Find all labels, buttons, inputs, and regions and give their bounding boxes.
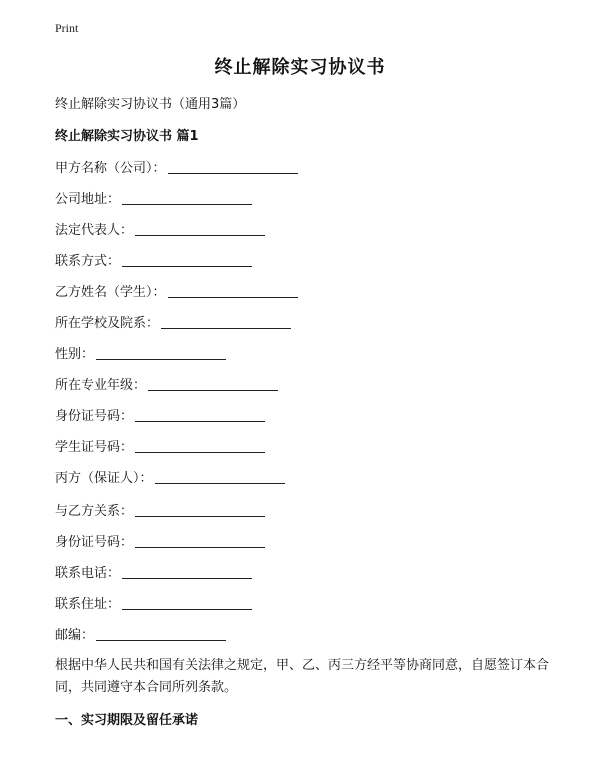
field-company-address xyxy=(55,187,252,207)
field-relation-to-party-b xyxy=(55,499,265,519)
fill-line[interactable] xyxy=(122,595,252,610)
field-party-a-name xyxy=(55,156,298,176)
print-link[interactable]: Print xyxy=(55,21,79,35)
fill-line[interactable] xyxy=(135,533,265,548)
field-label: 联系方式： xyxy=(55,254,121,269)
fill-line[interactable] xyxy=(96,345,226,360)
section-heading: 终止解除实习协议书 篇1 xyxy=(55,129,199,144)
agreement-preamble: 根据中华人民共和国有关法律之规定，甲、乙、丙三方经平等协商同意，自愿签订本合同，共同遵守本合同所列条款。 xyxy=(55,658,550,695)
document-title: 终止解除实习协议书 xyxy=(214,57,386,78)
fill-line[interactable] xyxy=(155,469,285,484)
fill-line[interactable] xyxy=(122,252,252,267)
field-label: 所在专业年级： xyxy=(55,378,147,393)
field-id-number xyxy=(55,404,265,424)
field-phone xyxy=(55,561,252,581)
field-label: 乙方姓名（学生）： xyxy=(55,285,166,300)
field-student-id xyxy=(55,435,265,455)
field-label: 身份证号码： xyxy=(55,535,134,550)
fill-line[interactable] xyxy=(135,221,265,236)
fill-line[interactable] xyxy=(168,159,298,174)
field-party-b-name xyxy=(55,280,298,300)
field-legal-representative xyxy=(55,218,265,238)
field-major-grade xyxy=(55,373,278,393)
fill-line[interactable] xyxy=(135,407,265,422)
field-postcode xyxy=(55,623,226,643)
fill-line[interactable] xyxy=(135,438,265,453)
field-label: 所在学校及院系： xyxy=(55,316,160,331)
fill-line[interactable] xyxy=(122,564,252,579)
field-gender xyxy=(55,342,226,362)
field-label: 与乙方关系： xyxy=(55,504,134,519)
field-label: 法定代表人： xyxy=(55,223,134,238)
field-label: 性别： xyxy=(55,347,95,362)
field-label: 公司地址： xyxy=(55,192,121,207)
fill-line[interactable] xyxy=(161,314,291,329)
field-label: 身份证号码： xyxy=(55,409,134,424)
clause-heading: 一、实习期限及留任承诺 xyxy=(55,713,199,728)
field-label: 邮编： xyxy=(55,628,95,643)
field-label: 学生证号码： xyxy=(55,440,134,455)
document-subtitle: 终止解除实习协议书（通用3篇） xyxy=(55,97,246,112)
fill-line[interactable] xyxy=(135,502,265,517)
field-contact-method xyxy=(55,249,252,269)
field-label: 联系电话： xyxy=(55,566,121,581)
field-label: 丙方（保证人）： xyxy=(55,471,153,486)
field-label: 联系住址： xyxy=(55,597,121,612)
field-guarantor xyxy=(55,466,285,486)
field-label: 甲方名称（公司）： xyxy=(55,161,166,176)
field-residential-address xyxy=(55,592,252,612)
fill-line[interactable] xyxy=(122,190,252,205)
field-guarantor-id-number xyxy=(55,530,265,550)
fill-line[interactable] xyxy=(96,626,226,641)
fill-line[interactable] xyxy=(168,283,298,298)
fill-line[interactable] xyxy=(148,376,278,391)
field-school-department xyxy=(55,311,291,331)
